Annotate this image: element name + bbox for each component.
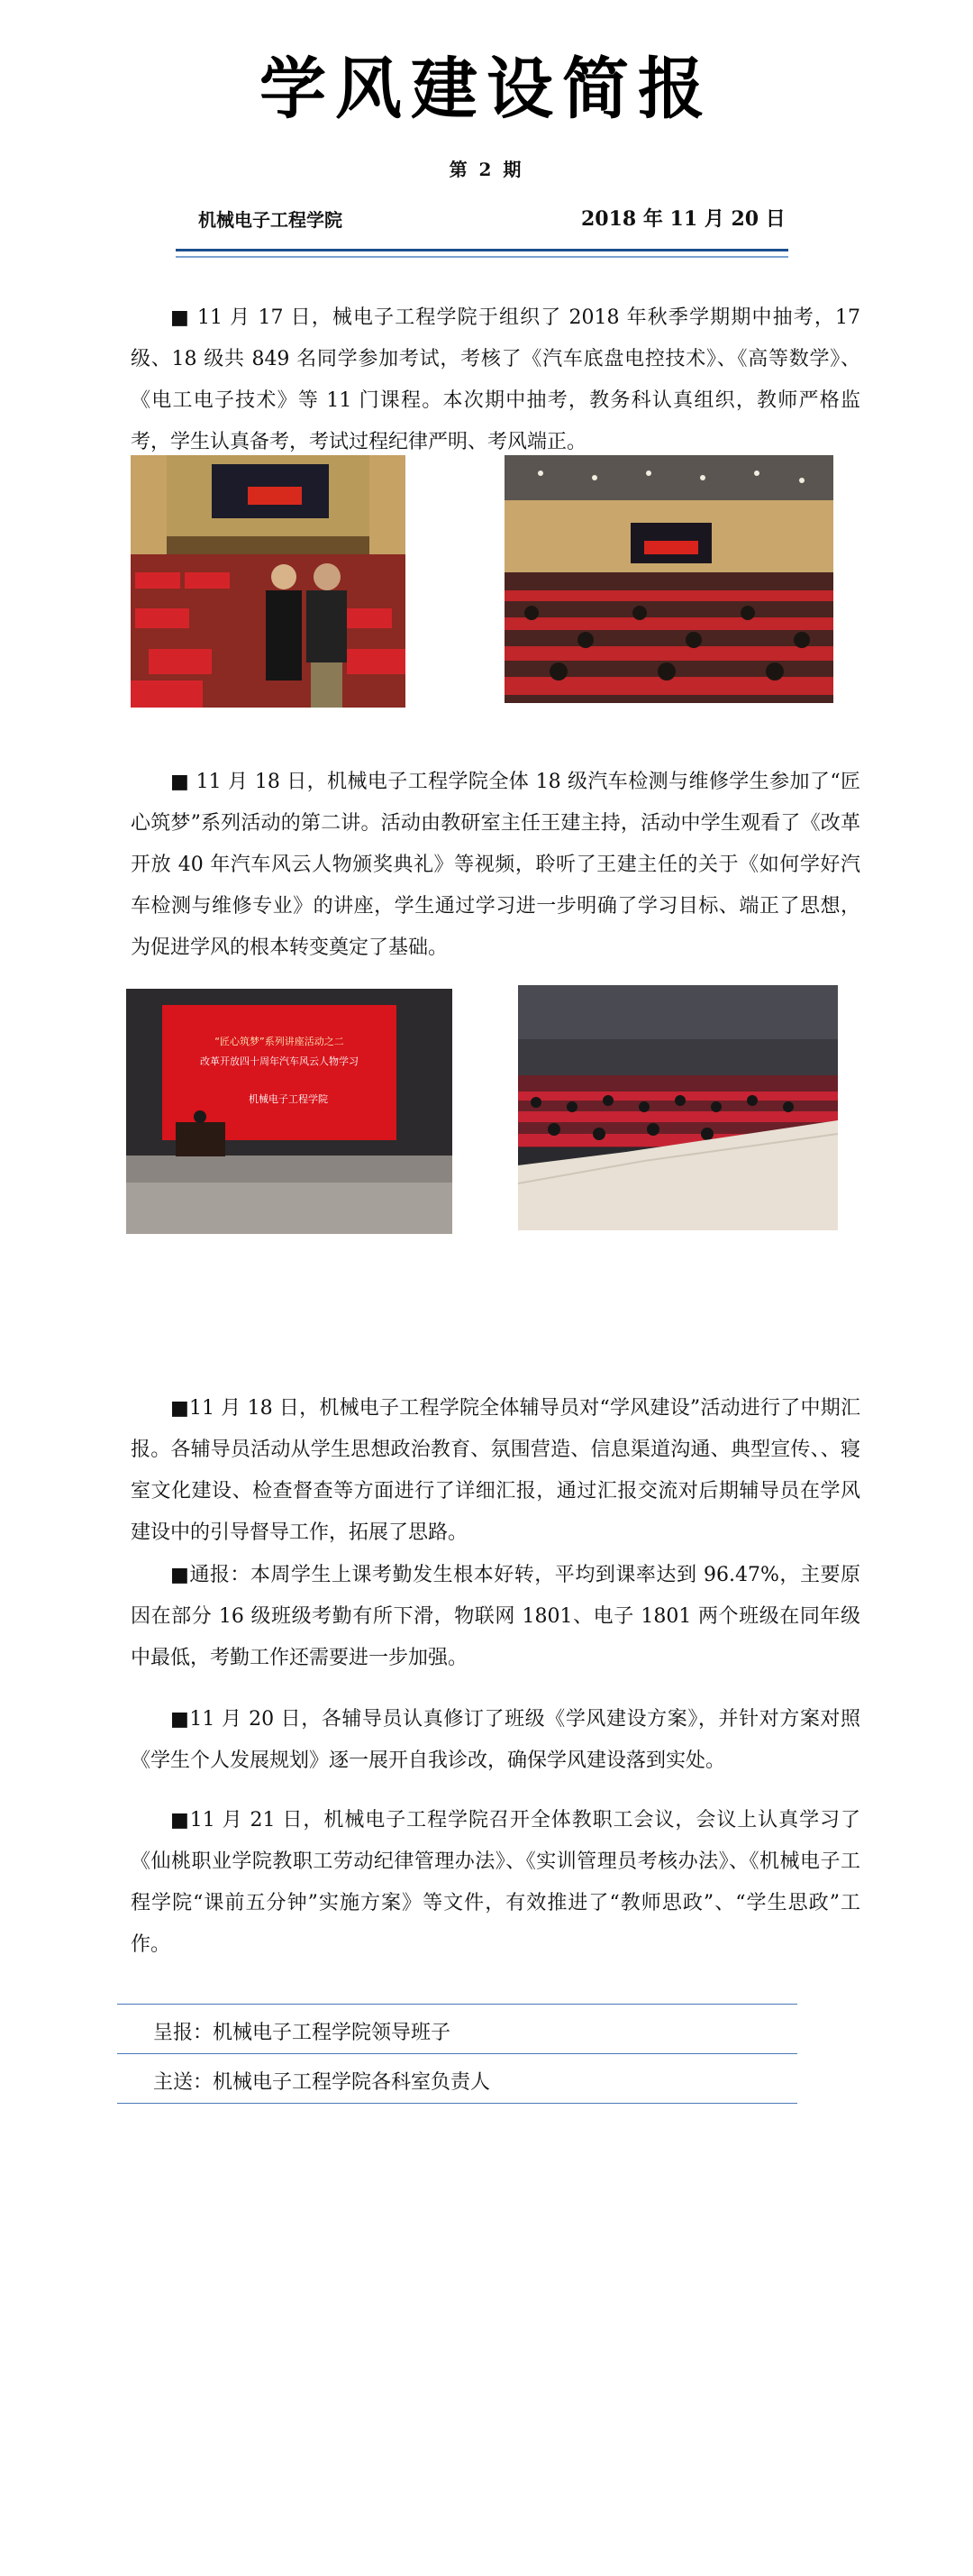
- photo-lecture-audience: [518, 985, 838, 1230]
- news-paragraph-lecture: ■ 11 月 18 日，机械电子工程学院全体 18 级汽车检测与维修学生参加了“匠心筑梦”系列活动的第二讲。活动由教研室主任王建主持，活动中学生观看了《改革开放 40 年汽车风云人物颁奖典礼》等视频，聆听了王建主任的关于《如何学好汽车检测与维修专业》的讲座，学生通过学习进一步明确了学习目标、端正了思想，为促进学风的根本转变奠定了基础。: [131, 771, 860, 959]
- publish-date: 2018 年 11 月 20 日: [581, 207, 786, 231]
- photo-lecture-stage-banner: [126, 989, 452, 1234]
- news-paragraph-exam: ■ 11 月 17 日，械电子工程学院于组织了 2018 年秋季学期期中抽考，17 级、18 级共 849 名同学参加考试，考核了《汽车底盘电控技术》、《高等数学》、《电工电子技术》等 11 门课程。本次期中抽考，教务科认真组织，教师严格监考，学生认真备考，考试过程纪律严明、考风端正。: [131, 306, 860, 453]
- send-to: 主送：机械电子工程学院各科室负责人: [153, 2071, 491, 2094]
- issue-number: 第 2 期: [449, 159, 524, 180]
- bulletin-title: 学风建设简报: [259, 50, 714, 128]
- photo-exam-auditorium: [505, 455, 833, 703]
- footer-rule-middle: [117, 2053, 797, 2054]
- submit-to: 呈报：机械电子工程学院领导班子: [153, 2022, 451, 2044]
- header-rule-thick: [176, 249, 788, 251]
- footer-rule-top: [117, 2004, 797, 2005]
- news-paragraph-attendance-notice: ■通报：本周学生上课考勤发生根本好转，平均到课率达到 96.47%，主要原因在部分 16 级班级考勤有所下滑，物联网 1801、电子 1801 两个班级在同年级中最低，考勤工作还需要进一步加强。: [131, 1564, 860, 1669]
- college-name: 机械电子工程学院: [198, 209, 342, 231]
- banner-text-topic: 改革开放四十周年汽车风云人物学习: [200, 1055, 359, 1067]
- banner-text-college: 机械电子工程学院: [249, 1093, 328, 1105]
- banner-text-series: “匠心筑梦”系列讲座活动之二: [214, 1036, 344, 1047]
- header-rule-thin: [176, 256, 788, 258]
- news-paragraph-counselor-report: ■11 月 18 日，机械电子工程学院全体辅导员对“学风建设”活动进行了中期汇报。各辅导员活动从学生思想政治教育、氛围营造、信息渠道沟通、典型宣传、、寝室文化建设、检查督查等方面进行了详细汇报，通过汇报交流对后期辅导员在学风建设中的引导督导工作，拓展了思路。: [131, 1397, 860, 1544]
- news-paragraph-staff-meeting: ■11 月 21 日，机械电子工程学院召开全体教职工会议，会议上认真学习了《仙桃职业学院教职工劳动纪律管理办法》、《实训管理员考核办法》、《机械电子工程学院“课前五分钟”实施方案》等文件，有效推进了“教师思政”、“学生思政”工作。: [131, 1809, 860, 1956]
- photo-exam-hall-invigilators: [131, 455, 405, 708]
- footer-rule-bottom: [117, 2103, 797, 2104]
- news-paragraph-plan-revision: ■11 月 20 日，各辅导员认真修订了班级《学风建设方案》，并针对方案对照《学生个人发展规划》逐一展开自我诊改，确保学风建设落到实处。: [131, 1708, 860, 1772]
